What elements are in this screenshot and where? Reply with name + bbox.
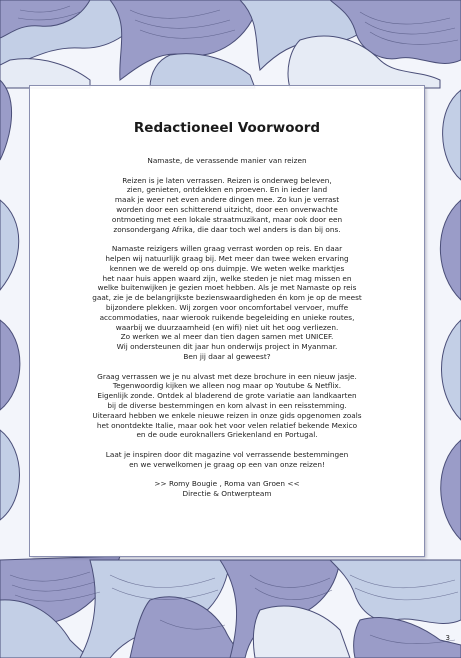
page-number: 3 (445, 634, 450, 642)
paragraph-2: Namaste reizigers willen graag verrast worden op reis. En daar helpen wij natuurlijk graag bij. Met meer dan twee weken ervaring kennen we de wereld op ons duimpje. We weten welke marktjes het naar huis appen waard zijn, welke steden je niet mag missen en welke buitenwijken je gezien moet hebben. Als je met Namaste op reis gaat, zie je de belangrijkste bezienswaardigheden én kom je op de meest bijzondere plekken. Wij zorgen voor oncomfortabel vervoer, muffe accommodaties, naar wierook ruikende begeleiding en unieke routes, waarbij we duurzaamheid (en wifi) niet uit het oog verliezen. Zo werken we al meer dan tien dagen samen met UNICEF. Wij ondersteunen dit jaar hun onderwijs project in Myanmar. Ben jij daar al geweest? (92, 244, 362, 361)
paragraph-4: Laat je inspiren door dit magazine vol verrassende bestemmingen en we verwelkomen je graag op een van onze reizen! (105, 449, 349, 469)
editorial-body (44, 156, 410, 499)
signature-names: >> Romy Bougie , Roma van Groen << (154, 479, 300, 489)
page-title: Redactioneel Voorwoord (133, 120, 321, 136)
editorial-panel (30, 86, 424, 556)
paragraph-1: Reizen is je laten verrassen. Reizen is onderweg beleven, zien, genieten, ontdekken en proeven. En in ieder land maak je weer net even andere dingen mee. Zo kun je verrast worden door een schitterend uitzicht, door een onverwachte ontmoeting met een lokale straatmuzikant, maar ook door een zonsondergang Afrika, die daar toch wel anders is dan bij ons. (111, 175, 343, 234)
signature-role: Directie & Ontwerpteam (182, 489, 272, 499)
intro-line: Namaste, de verassende manier van reizen (147, 156, 307, 165)
paragraph-3: Graag verrassen we je nu alvast met deze brochure in een nieuw jasje. Tegenwoordig kijken we alleen nog maar op Youtube & Netflix. Eigenlijk zonde. Ontdek al bladerend de grote variatie aan landkaarten bij de diverse bestemmingen en kom alvast in een reisstemming. Uiteraard hebben we enkele nieuwe reizen in onze gids opgenomen zoals het onontdekte Italie, maar ook het voor velen relatief bekende Mexico en de oude euroknallers Griekenland en Portugal. (92, 371, 362, 440)
